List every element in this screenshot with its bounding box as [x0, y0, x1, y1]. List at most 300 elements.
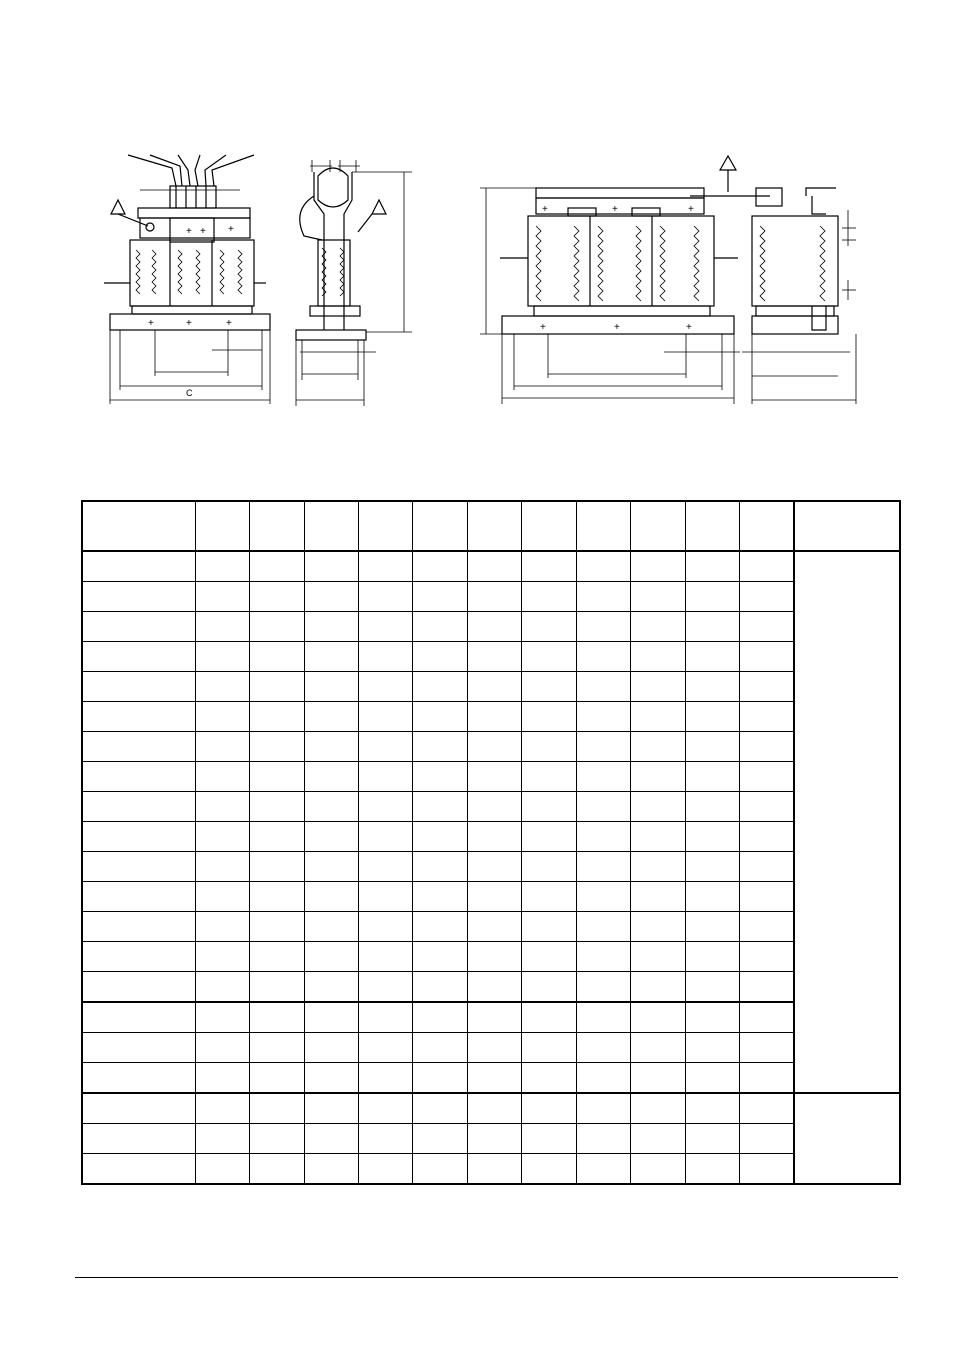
- table-cell: [685, 702, 739, 732]
- table-cell: [630, 912, 685, 942]
- table-cell: [630, 762, 685, 792]
- table-cell: [195, 1154, 249, 1185]
- table-cell: [739, 1093, 794, 1124]
- table-cell: [630, 672, 685, 702]
- table-cell: [739, 852, 794, 882]
- three-phase-side-view: [690, 156, 856, 404]
- table-cell: [195, 1124, 249, 1154]
- table-cell: [739, 612, 794, 642]
- table-cell: [630, 1063, 685, 1094]
- table-cell: [249, 852, 304, 882]
- table-cell: [82, 582, 195, 612]
- table-cell: [82, 1002, 195, 1033]
- table-cell: [576, 672, 630, 702]
- table-cell: [195, 1063, 249, 1094]
- table-cell: [358, 1154, 412, 1185]
- table-cell: [630, 822, 685, 852]
- table-cell: [576, 732, 630, 762]
- table-cell: [467, 732, 521, 762]
- table-cell: [358, 822, 412, 852]
- table-cell: [358, 1002, 412, 1033]
- table-cell: [358, 792, 412, 822]
- table-cell: [630, 732, 685, 762]
- table-cell: [521, 642, 576, 672]
- table-cell: [195, 1002, 249, 1033]
- table-row: [82, 551, 900, 582]
- header-cell: [467, 501, 521, 551]
- table-cell: [630, 792, 685, 822]
- table-cell: [82, 1124, 195, 1154]
- table-cell: [467, 551, 521, 582]
- table-cell: [195, 1033, 249, 1063]
- table-cell: [630, 1033, 685, 1063]
- table-cell: [82, 852, 195, 882]
- table-cell: [467, 882, 521, 912]
- table-cell: [576, 942, 630, 972]
- table-cell: [304, 582, 358, 612]
- svg-text:+: +: [688, 204, 694, 215]
- table-cell: [576, 1063, 630, 1094]
- table-cell: [82, 822, 195, 852]
- table-cell: [467, 852, 521, 882]
- table-cell: [576, 1124, 630, 1154]
- table-cell: [685, 792, 739, 822]
- table-cell: [358, 672, 412, 702]
- table-cell: [412, 912, 467, 942]
- table-cell: [82, 672, 195, 702]
- table-cell: [195, 582, 249, 612]
- table-cell: [412, 582, 467, 612]
- svg-text:+: +: [542, 204, 548, 215]
- table-cell: [521, 1154, 576, 1185]
- table-cell: [195, 972, 249, 1003]
- table-cell: [576, 1093, 630, 1124]
- table-cell: [82, 942, 195, 972]
- table-cell: [358, 1063, 412, 1094]
- table-cell: [304, 942, 358, 972]
- table-cell: [82, 792, 195, 822]
- table-cell: [195, 762, 249, 792]
- table-cell: [685, 1033, 739, 1063]
- table-cell: [412, 822, 467, 852]
- table-cell: [467, 1033, 521, 1063]
- table-cell: [412, 972, 467, 1003]
- table-cell: [249, 672, 304, 702]
- svg-text:+: +: [228, 224, 234, 235]
- table-row: [82, 1002, 900, 1033]
- table-cell: [685, 882, 739, 912]
- table-cell: [249, 762, 304, 792]
- table-cell: [739, 642, 794, 672]
- table-cell: [739, 732, 794, 762]
- table-row: [82, 1154, 900, 1185]
- header-cell: [739, 501, 794, 551]
- table-cell: [412, 882, 467, 912]
- table-cell: [412, 642, 467, 672]
- table-cell: [467, 642, 521, 672]
- table-cell: [412, 672, 467, 702]
- table-cell: [521, 792, 576, 822]
- svg-text:+: +: [186, 318, 192, 329]
- table-cell: [630, 972, 685, 1003]
- table-cell: [82, 762, 195, 792]
- table-cell: [304, 792, 358, 822]
- table-cell: [249, 1154, 304, 1185]
- table-row: [82, 1063, 900, 1094]
- table-cell: [249, 972, 304, 1003]
- table-cell: [521, 852, 576, 882]
- table-cell: [521, 762, 576, 792]
- table-cell: [739, 702, 794, 732]
- table-cell: [467, 762, 521, 792]
- table-cell: [195, 702, 249, 732]
- table-cell: [195, 1093, 249, 1124]
- table-cell: [195, 852, 249, 882]
- table-cell: [794, 1093, 900, 1184]
- table-cell: [412, 792, 467, 822]
- table-cell: [685, 942, 739, 972]
- table-cell: [195, 912, 249, 942]
- table-cell: [739, 912, 794, 942]
- table-cell: [630, 942, 685, 972]
- table-cell: [412, 852, 467, 882]
- table-cell: [249, 551, 304, 582]
- table-cell: [304, 912, 358, 942]
- table-cell: [304, 852, 358, 882]
- table-cell: [467, 612, 521, 642]
- table-row: [82, 1033, 900, 1063]
- table-cell: [304, 551, 358, 582]
- table-row: [82, 852, 900, 882]
- svg-text:+: +: [686, 322, 692, 333]
- three-phase-front-view: [480, 188, 740, 404]
- table-cell: [630, 702, 685, 732]
- table-cell: [304, 1093, 358, 1124]
- svg-text:+: +: [540, 322, 546, 333]
- table-cell: [358, 582, 412, 612]
- single-phase-front-view: [104, 155, 270, 404]
- table-cell: [739, 1002, 794, 1033]
- table-cell: [467, 1002, 521, 1033]
- table-cell: [739, 1124, 794, 1154]
- table-cell: [249, 732, 304, 762]
- table-cell: [82, 642, 195, 672]
- table-cell: [467, 1124, 521, 1154]
- table-cell: [358, 1124, 412, 1154]
- table-cell: [576, 762, 630, 792]
- table-cell: [576, 1002, 630, 1033]
- table-cell: [195, 882, 249, 912]
- table-cell: [304, 762, 358, 792]
- table-cell: [304, 642, 358, 672]
- footer-rule: [75, 1277, 898, 1278]
- table-cell: [521, 822, 576, 852]
- table-cell: [82, 1063, 195, 1094]
- table-cell: [412, 551, 467, 582]
- table-cell: [249, 912, 304, 942]
- header-cell: [82, 501, 195, 551]
- table-cell: [304, 1154, 358, 1185]
- table-cell: [82, 1154, 195, 1185]
- table-cell: [521, 582, 576, 612]
- table-cell: [630, 642, 685, 672]
- table-cell: [630, 1002, 685, 1033]
- header-cell: [249, 501, 304, 551]
- table-cell: [521, 882, 576, 912]
- table-cell: [739, 822, 794, 852]
- table-cell: [521, 912, 576, 942]
- table-cell: [358, 702, 412, 732]
- header-cell: [794, 501, 900, 551]
- table-cell: [249, 882, 304, 912]
- table-cell: [739, 1033, 794, 1063]
- table-cell: [249, 1002, 304, 1033]
- table-cell: [82, 972, 195, 1003]
- table-cell: [467, 942, 521, 972]
- table-cell: [521, 672, 576, 702]
- table-row: [82, 792, 900, 822]
- table-cell: [304, 1002, 358, 1033]
- table-row: [82, 882, 900, 912]
- table-cell: [195, 672, 249, 702]
- table-cell: [576, 702, 630, 732]
- table-cell: [685, 672, 739, 702]
- table-cell: [82, 612, 195, 642]
- table-cell: [521, 1063, 576, 1094]
- table-cell: [521, 1002, 576, 1033]
- table-cell: [685, 822, 739, 852]
- table-cell: [630, 852, 685, 882]
- table-cell: [739, 1154, 794, 1185]
- dimension-drawings: [0, 0, 954, 460]
- table-row: [82, 642, 900, 672]
- table-cell: [685, 1124, 739, 1154]
- table-cell: [358, 1093, 412, 1124]
- table-cell: [467, 792, 521, 822]
- table-cell: [358, 852, 412, 882]
- table-cell: [576, 882, 630, 912]
- table-cell: [576, 612, 630, 642]
- table-cell: [304, 1033, 358, 1063]
- table-cell: [467, 1093, 521, 1124]
- single-phase-side-view: [296, 160, 412, 406]
- table-cell: [630, 882, 685, 912]
- table-cell: [195, 551, 249, 582]
- table-cell: [467, 582, 521, 612]
- table-cell: [249, 792, 304, 822]
- table-cell: [304, 732, 358, 762]
- table-row: [82, 702, 900, 732]
- table-cell: [412, 1033, 467, 1063]
- table-cell: [412, 612, 467, 642]
- table-cell: [630, 1154, 685, 1185]
- table-cell: [685, 1063, 739, 1094]
- table-cell: [195, 642, 249, 672]
- table-cell: [685, 972, 739, 1003]
- table-cell: [576, 1154, 630, 1185]
- table-cell: [521, 732, 576, 762]
- table-cell: [685, 1002, 739, 1033]
- table-cell: [685, 612, 739, 642]
- table-cell: [304, 702, 358, 732]
- table-cell: [521, 1124, 576, 1154]
- table-cell: [685, 551, 739, 582]
- table-cell: [576, 792, 630, 822]
- table-cell: [249, 822, 304, 852]
- table-cell: [467, 912, 521, 942]
- table-cell: [358, 1033, 412, 1063]
- table-cell: [467, 1063, 521, 1094]
- table-row: [82, 612, 900, 642]
- table-cell: [739, 762, 794, 792]
- table-cell: [249, 1033, 304, 1063]
- dimension-letter-c: C: [186, 388, 193, 398]
- table-row: [82, 912, 900, 942]
- table-cell: [412, 1124, 467, 1154]
- table-cell: [412, 1154, 467, 1185]
- table-cell: [195, 822, 249, 852]
- table-cell: [576, 912, 630, 942]
- header-cell: [304, 501, 358, 551]
- table-cell: [249, 1124, 304, 1154]
- svg-text:+: +: [200, 226, 206, 237]
- header-cell: [685, 501, 739, 551]
- table-cell: [521, 702, 576, 732]
- table-cell: [304, 672, 358, 702]
- table-cell: [685, 912, 739, 942]
- table-row: [82, 1124, 900, 1154]
- table-cell: [412, 1002, 467, 1033]
- table-cell: [739, 1063, 794, 1094]
- table-cell: [576, 822, 630, 852]
- table-cell: [412, 1063, 467, 1094]
- table-cell: [358, 642, 412, 672]
- table-cell: [739, 672, 794, 702]
- table-cell: [412, 732, 467, 762]
- svg-text:+: +: [148, 318, 154, 329]
- table-cell: [249, 942, 304, 972]
- table-cell: [358, 942, 412, 972]
- table-cell: [739, 792, 794, 822]
- table-cell: [467, 1154, 521, 1185]
- table-cell: [82, 1093, 195, 1124]
- table-cell: [82, 882, 195, 912]
- table-cell: [685, 642, 739, 672]
- header-cell: [358, 501, 412, 551]
- table-cell: [358, 762, 412, 792]
- table-cell: [304, 822, 358, 852]
- table-row: [82, 972, 900, 1003]
- table-cell: [82, 732, 195, 762]
- table-cell: [576, 582, 630, 612]
- header-cell: [630, 501, 685, 551]
- table-cell: [521, 942, 576, 972]
- svg-text:+: +: [612, 204, 618, 215]
- table-cell: [576, 1033, 630, 1063]
- table-cell: [685, 732, 739, 762]
- table-cell: [412, 942, 467, 972]
- table-cell: [358, 551, 412, 582]
- table-cell: [739, 551, 794, 582]
- table-cell: [358, 732, 412, 762]
- table-cell: [576, 852, 630, 882]
- table-cell: [685, 762, 739, 792]
- table-cell: [249, 612, 304, 642]
- table-cell: [521, 1093, 576, 1124]
- table-row: [82, 672, 900, 702]
- table-cell: [249, 1063, 304, 1094]
- table-cell: [739, 582, 794, 612]
- table-cell: [412, 702, 467, 732]
- header-cell: [576, 501, 630, 551]
- table-cell: [82, 1033, 195, 1063]
- table-cell: [739, 972, 794, 1003]
- table-cell: [685, 582, 739, 612]
- table-cell: [685, 852, 739, 882]
- table-cell: [521, 612, 576, 642]
- table-cell: [304, 612, 358, 642]
- table-cell: [358, 882, 412, 912]
- header-cell: [412, 501, 467, 551]
- svg-text:+: +: [186, 226, 192, 237]
- table-cell: [195, 732, 249, 762]
- table-cell: [249, 1093, 304, 1124]
- table-cell: [304, 1124, 358, 1154]
- table-cell: [249, 642, 304, 672]
- table-cell: [249, 582, 304, 612]
- table-cell: [467, 672, 521, 702]
- table-cell: [249, 702, 304, 732]
- table-cell: [358, 972, 412, 1003]
- table-cell: [630, 551, 685, 582]
- table-cell: [794, 551, 900, 1093]
- table-cell: [358, 912, 412, 942]
- svg-text:+: +: [226, 318, 232, 329]
- table-header-row: [82, 501, 900, 551]
- table-cell: [412, 762, 467, 792]
- table-cell: [412, 1093, 467, 1124]
- table-cell: [521, 551, 576, 582]
- table-cell: [467, 702, 521, 732]
- header-cell: [521, 501, 576, 551]
- table-cell: [685, 1154, 739, 1185]
- table-cell: [358, 612, 412, 642]
- table-cell: [521, 1033, 576, 1063]
- table-cell: [576, 972, 630, 1003]
- svg-text:+: +: [614, 322, 620, 333]
- table-cell: [195, 942, 249, 972]
- table-cell: [467, 972, 521, 1003]
- table-cell: [739, 882, 794, 912]
- table-row: [82, 762, 900, 792]
- dimension-table: [81, 500, 901, 1185]
- table-cell: [304, 972, 358, 1003]
- table-cell: [82, 702, 195, 732]
- table-row: [82, 822, 900, 852]
- table-row: [82, 942, 900, 972]
- table-cell: [630, 582, 685, 612]
- table-cell: [739, 942, 794, 972]
- table-cell: [576, 551, 630, 582]
- table-cell: [685, 1093, 739, 1124]
- table-cell: [630, 1093, 685, 1124]
- table-cell: [195, 612, 249, 642]
- table-cell: [304, 1063, 358, 1094]
- table-cell: [82, 912, 195, 942]
- table-cell: [304, 882, 358, 912]
- table-cell: [630, 612, 685, 642]
- table-cell: [467, 822, 521, 852]
